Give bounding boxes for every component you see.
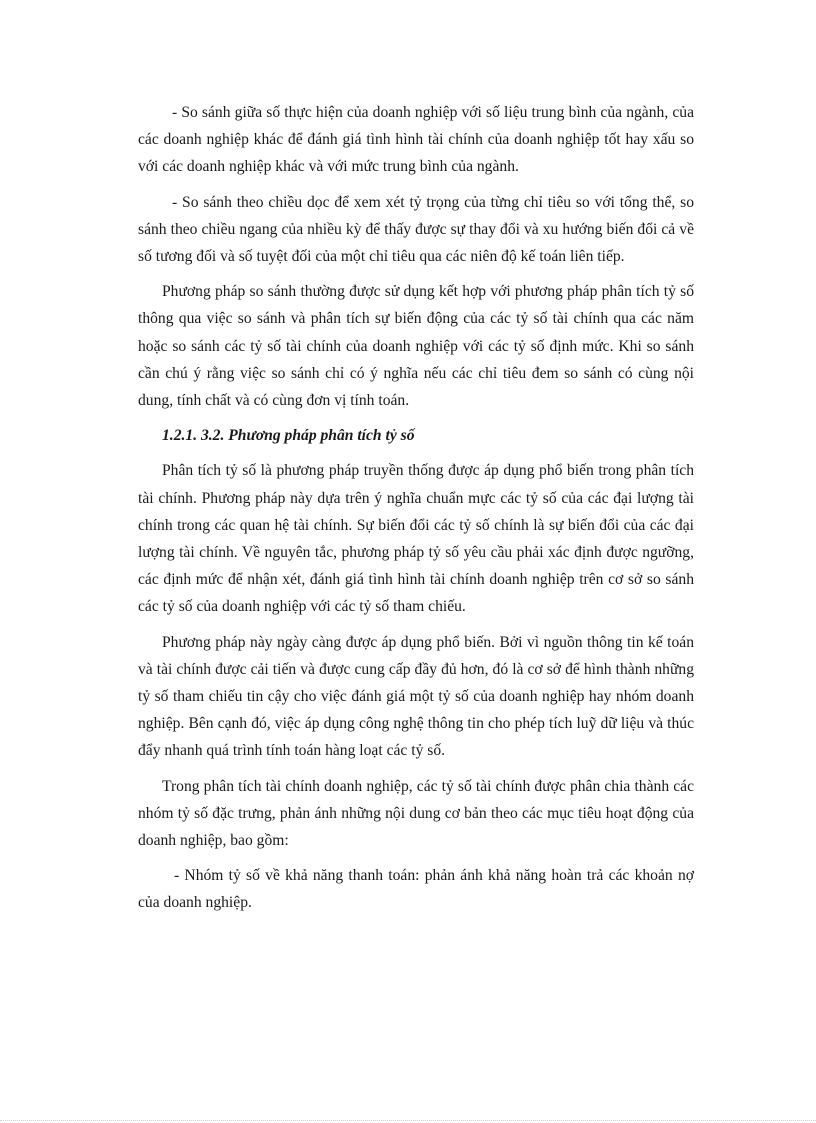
paragraph-ratio-analysis: Phân tích tỷ số là phương pháp truyền thống được áp dụng phổ biến trong phân tích tài chính. Phương pháp này dựa trên ý nghĩa chuẩn mực các tỷ số của các đại lượng tài chính trong các quan hệ tài chính. Sự biến đổi các tỷ số chính là sự biến đổi của các đại lượng tài chính. Về nguyên tắc, phương pháp tỷ số yêu cầu phải xác định được ngưỡng, các định mức để nhận xét, đánh giá tình hình tài chính doanh nghiệp trên cơ sở so sánh các tỷ số của doanh nghiệp với các tỷ số tham chiếu. (138, 462, 694, 616)
paragraph-industry-comparison: - So sánh giữa số thực hiện của doanh nghiệp với số liệu trung bình của ngành, của các doanh nghiệp khác để đánh giá tình hình tài chính của doanh nghiệp tốt hay xấu so với các doanh nghiệp khác và với mức trung bình của ngành. (138, 104, 694, 176)
document-body (138, 99, 694, 925)
paragraph-comparison-method: Phương pháp so sánh thường được sử dụng kết hợp với phương pháp phân tích tỷ số thông qua việc so sánh và phân tích sự biến động của các tỷ số tài chính qua các năm hoặc so sánh các tỷ số tài chính của doanh nghiệp với các tỷ số định mức. Khi so sánh cần chú ý rằng việc so sánh chỉ có ý nghĩa nếu các chỉ tiêu đem so sánh có cùng nội dung, tính chất và có cùng đơn vị tính toán. (138, 283, 694, 410)
page-bottom-divider (0, 1120, 816, 1121)
paragraph-method-popularity: Phương pháp này ngày càng được áp dụng phổ biến. Bởi vì nguồn thông tin kế toán và tài chính được cải tiến và được cung cấp đầy đủ hơn, đó là cơ sở để hình thành những tỷ số tham chiếu tin cậy cho việc đánh giá một tỷ số của doanh nghiệp hay nhóm doanh nghiệp. Bên cạnh đó, việc áp dụng công nghệ thông tin cho phép tích luỹ dữ liệu và thúc đẩy nhanh quá trình tính toán hàng loạt các tỷ số. (138, 633, 694, 760)
paragraph-vertical-horizontal-comparison: - So sánh theo chiều dọc để xem xét tỷ trọng của từng chỉ tiêu so với tổng thể, so sánh theo chiều ngang của nhiều kỳ để thấy được sự thay đổi và xu hướng biến đổi cả về số tương đối và số tuyệt đối của một chỉ tiêu qua các niên độ kế toán liên tiếp. (138, 193, 694, 266)
section-heading: 1.2.1. 3.2. Phương pháp phân tích tỷ số (162, 427, 415, 445)
paragraph-ratio-groups: Trong phân tích tài chính doanh nghiệp, các tỷ số tài chính được phân chia thành các nhóm tỷ số đặc trưng, phản ánh những nội dung cơ bản theo các mục tiêu hoạt động của doanh nghiệp, bao gồm: (138, 777, 694, 850)
paragraph-liquidity-ratios: - Nhóm tỷ số về khả năng thanh toán: phản ánh khả năng hoàn trả các khoản nợ của doanh nghiệp. (138, 867, 694, 912)
